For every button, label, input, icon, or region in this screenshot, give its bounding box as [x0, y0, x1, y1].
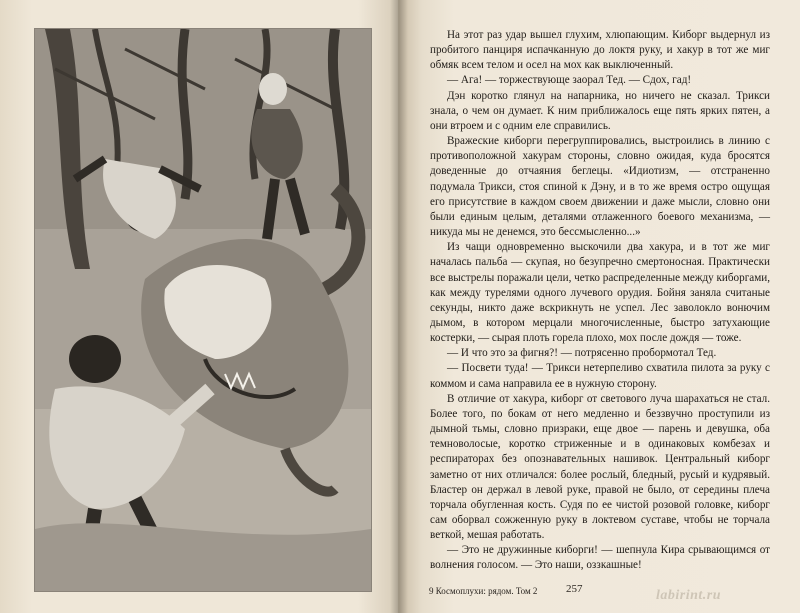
paragraph: Из чащи одновременно выскочили два хакура, и в тот же миг началась пальба — скупая, но безупречно смертоносная. Практически все выстрелы поражали цели, четко распределенные между киборгами, как между турелями одного лучевого орудия. Бойня заняла считаные секунды, никто даже вскрикнуть не успел. Лес заволокло вонючим дымом, в котором мерцали многочисленные, быстро затухающие костерки, — сырая плоть горела плохо, мох после дождя — тоже.: [430, 241, 771, 345]
book-gutter: [390, 0, 408, 613]
paragraph: — И что это за фигня?! — потрясенно пробормотал Тед.: [447, 347, 717, 360]
paragraph: — Это не дружинные киборги! — шепнула Кира срывающимся от волнения голосом. — Это наши, оззкашные!: [430, 544, 770, 572]
footer-book-title: 9 Космоплухи: рядом. Том 2: [429, 586, 538, 596]
left-page: [0, 0, 398, 613]
paragraph: В отличие от хакура, киборг от светового луча шарахаться не стал. Более того, по бокам от него медленно и беззвучно проступили из дымной тьмы, словно призраки, еще двое — парень и девушка, оба темноволосые, коротко стриженные и в одинаковых комбезах и респираторах без опознавательных нашивок. Центральный киборг заметно от них отличался: более рослый, бледный, русый и кудрявый. Бластер он держал в левой руке, правой не было, от середины плеча торчала обугленная кость. Судя по ее чистой розовой головке, киборг сам оборвал сожженную руку в локтевом суставе, чтобы не торчала веткой, мешая работать.: [430, 392, 770, 542]
page-number: 257: [566, 583, 583, 595]
body-text: [430, 28, 770, 574]
paragraph: Дэн коротко глянул на напарника, но ничего не сказал. Трикси знала, о чем он думает. К ним приближалось еще пять ярких пятен, а они втроем и с одним еле справились.: [430, 89, 770, 132]
illustration-drawing: [35, 29, 371, 591]
cyborg-battle-illustration: [34, 28, 372, 592]
paragraph: — Посвети туда! — Трикси нетерпеливо схватила пилота за руку с коммом и сама направила ее в нужную сторону.: [430, 362, 770, 390]
paragraph: На этот раз удар вышел глухим, хлюпающим. Киборг выдернул из пробитого панциря испачканную до локтя руку, и хакур в тот же миг обмяк всем телом и осел на мох как выключенный.: [430, 29, 770, 72]
paragraph: — Ага! — торжествующе заорал Тед. — Сдох, гад!: [447, 74, 692, 87]
watermark: labirint.ru: [656, 588, 722, 603]
paragraph: Вражеские киборги перегруппировались, выстроились в линию с противоположной хакурам стороны, словно ожидая, куда бросятся доведенные до отчаяния беглецы. «Идиотизм, — отстраненно подумала Трикси, стоя спиной к Дэну, и в то же время остро ощущая его присутствие в каждом своем движении и даже мысли, словно они были единым целым, деталями отлаженного боевого механизма, — никуда мы не денемся, это бессмысленно...»: [430, 135, 770, 239]
